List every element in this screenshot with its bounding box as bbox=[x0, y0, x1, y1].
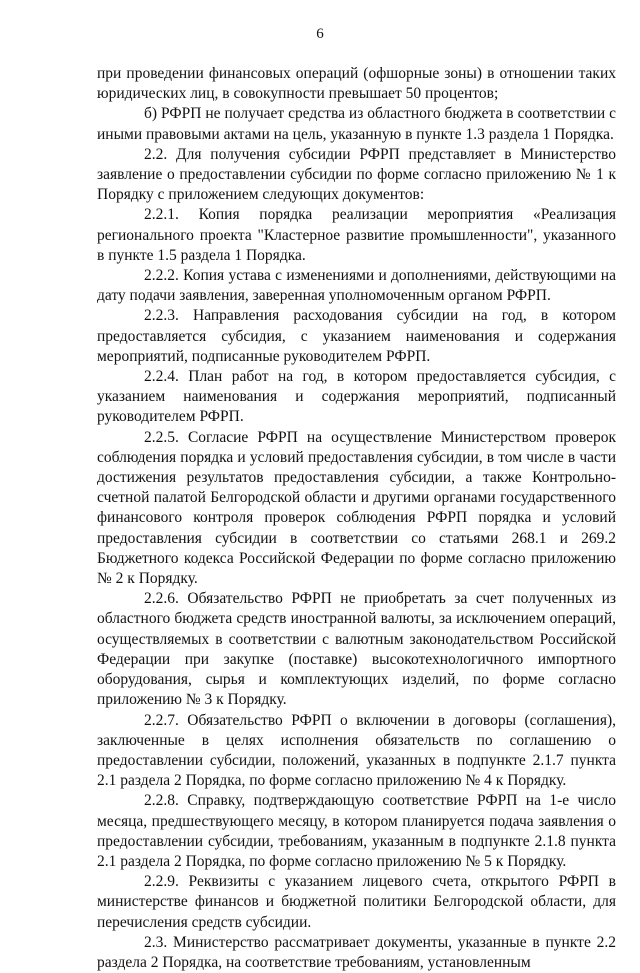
paragraph-2-2-2: 2.2.2. Копия устава с изменениями и дополнениями, действующими на дату подачи заявления, заверенная уполномоченным органом РФРП. bbox=[97, 267, 616, 305]
paragraph-2-2-9: 2.2.9. Реквизиты с указанием лицевого счета, открытого РФРП в министерстве финансов и бюджетной политики Белгородской области, для перечисления средств субсидии. bbox=[97, 873, 616, 931]
paragraph-2-2-8: 2.2.8. Справку, подтверждающую соответствие РФРП на 1-е число месяца, предшествующего месяцу, в котором планируется подача заявления о предоставлении субсидии, требованиям, указанным в подпункте 2.1.8 пункта 2.1 раздела 2 Порядка, по форме согласно приложению № 5 к Порядку. bbox=[97, 792, 616, 870]
page-number: 6 bbox=[316, 26, 324, 42]
paragraph-2-3: 2.3. Министерство рассматривает документы, указанные в пункте 2.2 раздела 2 Порядка, на соответствие требованиям, установленным bbox=[97, 933, 616, 971]
paragraph-2-2-3: 2.2.3. Направления расходования субсидии на год, в котором предоставляется субсидия, с указанием наименования и содержания мероприятий, подписанные руководителем РФРП. bbox=[97, 307, 616, 365]
document-body bbox=[97, 64, 616, 973]
paragraph-2-2-6: 2.2.6. Обязательство РФРП не приобретать за счет полученных из областного бюджета средств иностранной валюты, за исключением операций, осуществляемых в соответствии с валютным законодательством Российской Федерации при закупке (поставке) высокотехнологичного импортного оборудования, сырья и комплектующих изделий, по форме согласно приложению № 3 к Порядку. bbox=[97, 590, 616, 709]
paragraph-2-2-7: 2.2.7. Обязательство РФРП о включении в договоры (соглашения), заключенные в целях исполнения обязательств по соглашению о предоставлении субсидии, положений, указанных в подпункте 2.1.7 пункта 2.1 раздела 2 Порядка, по форме согласно приложению № 4 к Порядку. bbox=[97, 711, 616, 790]
paragraph-2-2-4: 2.2.4. План работ на год, в котором предоставляется субсидия, с указанием наименования и содержания мероприятий, подписанный руководителем РФРП. bbox=[97, 368, 616, 426]
paragraph-continuation: при проведении финансовых операций (офшорные зоны) в отношении таких юридических лиц, в совокупности превышает 50 процентов; bbox=[97, 65, 616, 103]
paragraph-2-2: 2.2. Для получения субсидии РФРП представляет в Министерство заявление о предоставлении субсидии по форме согласно приложению № 1 к Порядку с приложением следующих документов: bbox=[97, 145, 616, 204]
paragraph-2-2-5: 2.2.5. Согласие РФРП на осуществление Министерством проверок соблюдения порядка и условий предоставления субсидии, в том числе в части достижения результатов предоставления субсидии, а также Контрольно-счетной палатой Белгородской области и другими органами государственного финансового контроля проверок соблюдения РФРП порядка и условий предоставления субсидии в соответствии со статьями 268.1 и 269.2 Бюджетного кодекса Российской Федерации по форме согласно приложению № 2 к Порядку. bbox=[97, 428, 616, 588]
paragraph-item-b: б) РФРП не получает средства из областного бюджета в соответствии с иными правовыми актами на цель, указанную в пункте 1.3 раздела 1 Порядка. bbox=[97, 105, 616, 143]
paragraph-2-2-1: 2.2.1. Копия порядка реализации мероприятия «Реализация регионального проекта "Кластерное развитие промышленности", указанного в пункте 1.5 раздела 1 Порядка. bbox=[97, 206, 616, 264]
